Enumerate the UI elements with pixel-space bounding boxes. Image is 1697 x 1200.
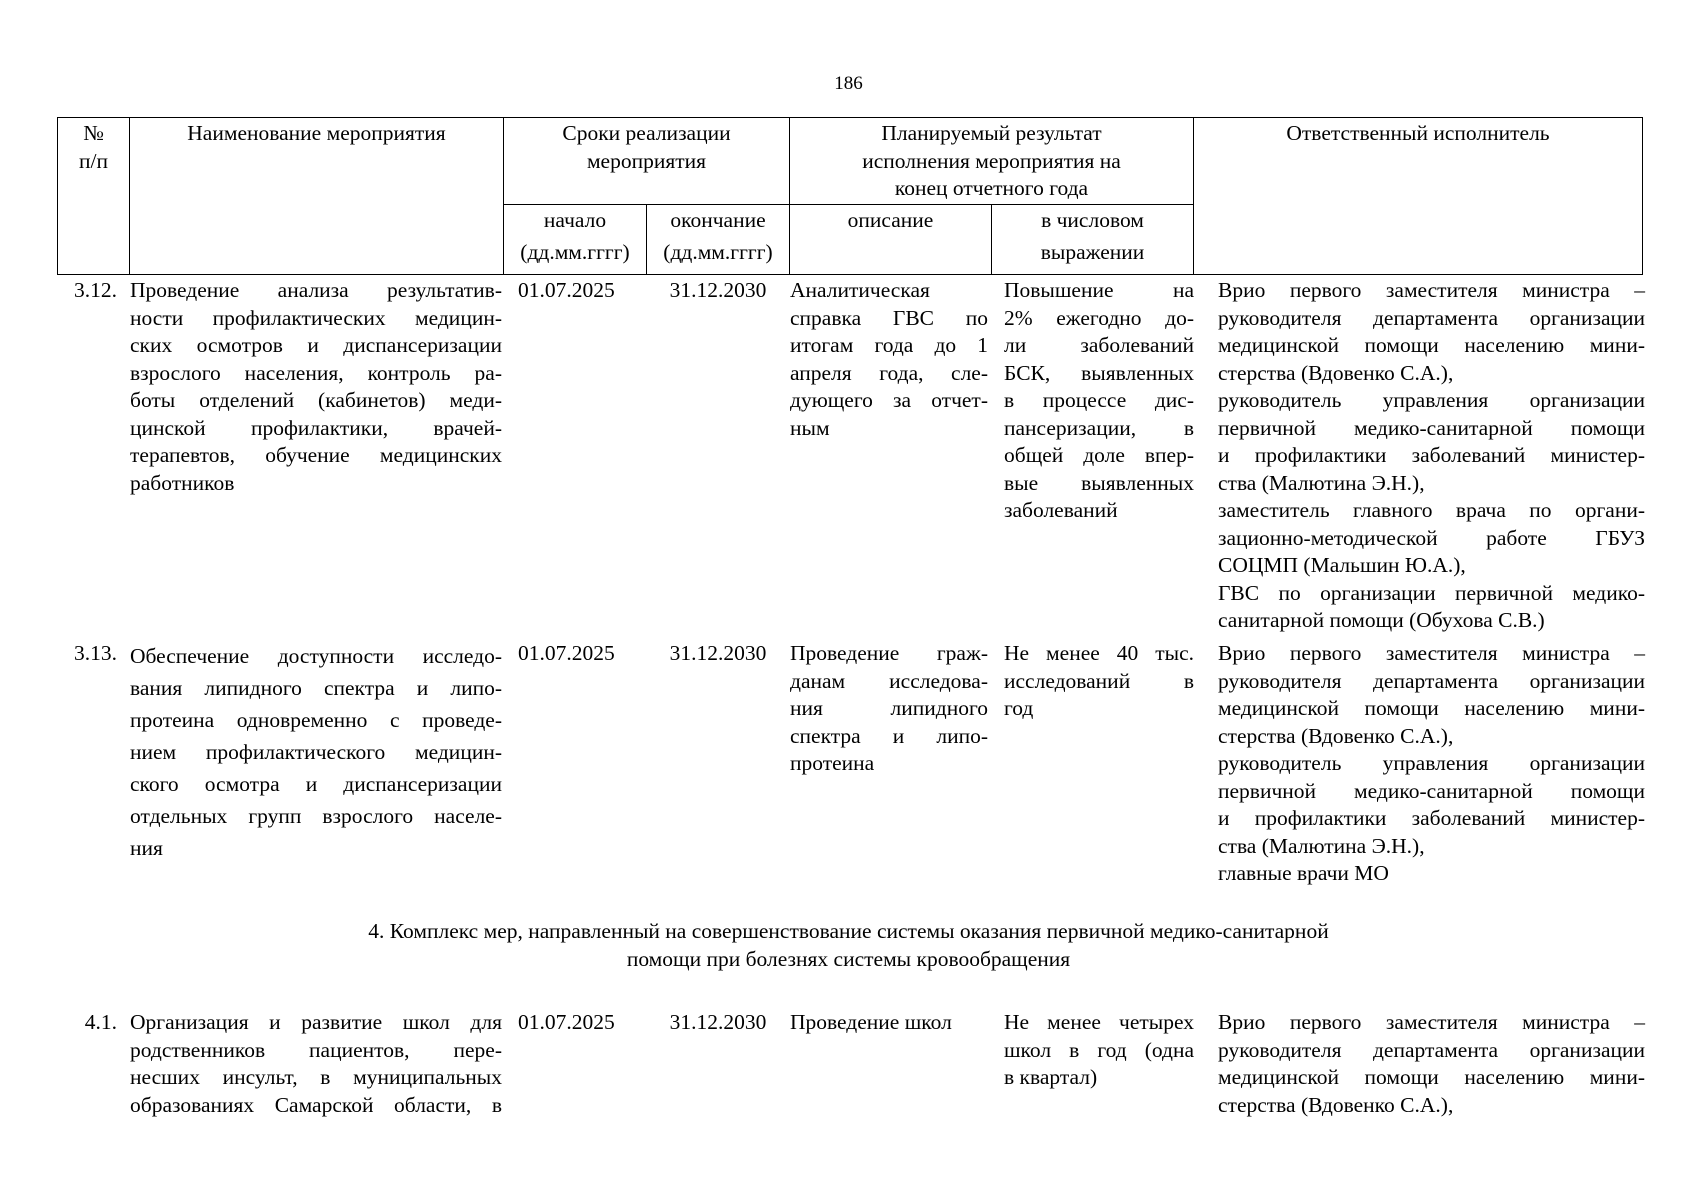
row-name: Организация и развитие школ для родственников пациентов, пере- несших инсульт, в муниципальных образованиях Самарской области, в xyxy=(130,1010,502,1117)
header-description: описание xyxy=(790,205,992,275)
row-responsible: Врио первого заместителя министра – руководителя департамента организации медицинской помощи населению мини- стерства (Вдовенко С.А.), xyxy=(1218,1010,1645,1117)
row-end-date: 31.12.2030 xyxy=(669,278,767,302)
row-responsible: Врио первого заместителя министра – руководителя департамента организации медицинской помощи населению мини- стерства (Вдовенко С.А.), руководитель управления организации первичной медико-санитарной помощи и профилактики заболеваний министер- ства (Малютина Э.Н.), заместитель главного врача по органи- зационно-методической работе ГБУЗ СОЦМП (Мальшин Ю.А.), ГВС по организации первичной медико- санитарной помощи (Обухова С.В.) xyxy=(1218,278,1645,632)
row-number: 4.1. xyxy=(84,1010,117,1034)
header-end: окончание (дд.мм.гггг) xyxy=(647,205,790,275)
row-description: Проведение граж- данам исследова- ния липидного спектра и липо- протеина xyxy=(790,641,988,775)
header-terms: Сроки реализации мероприятия xyxy=(504,118,790,205)
row-end-date: 31.12.2030 xyxy=(669,641,767,665)
row-start-date: 01.07.2025 xyxy=(518,1010,615,1034)
header-result: Планируемый результат исполнения мероприятия на конец отчетного года xyxy=(790,118,1194,205)
header-responsible: Ответственный исполнитель xyxy=(1194,118,1643,275)
header-numeric: в числовом выражении xyxy=(992,205,1194,275)
row-value: Не менее 40 тыс. исследований в год xyxy=(1004,641,1194,720)
row-name: Проведение анализа результатив- ности профилактических медицин- ских осмотров и диспансеризации взрослого населения, контроль ра- боты отделений (кабинетов) меди- цинской профилактики, врачей- терапевтов, обучение медицинских работников xyxy=(130,278,502,495)
row-name: Обеспечение доступности исследо- вания липидного спектра и липо- протеина одновременно с проведе- нием профилактического медицин- ского осмотра и диспансеризации отдельных групп взрослого населе- ния xyxy=(130,644,502,860)
row-number: 3.12. xyxy=(74,278,117,302)
row-end-date: 31.12.2030 xyxy=(669,1010,767,1034)
table-header xyxy=(57,117,1643,275)
row-description: Аналитическая справка ГВС по итогам года до 1 апреля года, сле- дующего за отчет- ным xyxy=(790,278,988,440)
row-value: Не менее четырех школ в год (одна в квартал) xyxy=(1004,1010,1194,1089)
row-number: 3.13. xyxy=(74,641,117,665)
header-number: № п/п xyxy=(58,118,130,275)
row-description: Проведение школ xyxy=(790,1010,952,1034)
row-responsible: Врио первого заместителя министра – руководителя департамента организации медицинской помощи населению мини- стерства (Вдовенко С.А.), руководитель управления организации первичной медико-санитарной помощи и профилактики заболеваний министер- ства (Малютина Э.Н.), главные врачи МО xyxy=(1218,641,1645,885)
row-start-date: 01.07.2025 xyxy=(518,278,615,302)
header-name: Наименование мероприятия xyxy=(130,118,504,275)
row-start-date: 01.07.2025 xyxy=(518,641,615,665)
section-heading: 4. Комплекс мер, направленный на совершенствование системы оказания первичной медико-санитарной помощи при болезнях системы кровообращения xyxy=(368,919,1329,971)
header-start: начало (дд.мм.гггг) xyxy=(504,205,647,275)
row-value: Повышение на 2% ежегодно до- ли заболеваний БСК, выявленных в процессе дис- пансеризации, в общей доле впер- вые выявленных заболеваний xyxy=(1004,278,1194,522)
page-number: 186 xyxy=(834,73,863,94)
